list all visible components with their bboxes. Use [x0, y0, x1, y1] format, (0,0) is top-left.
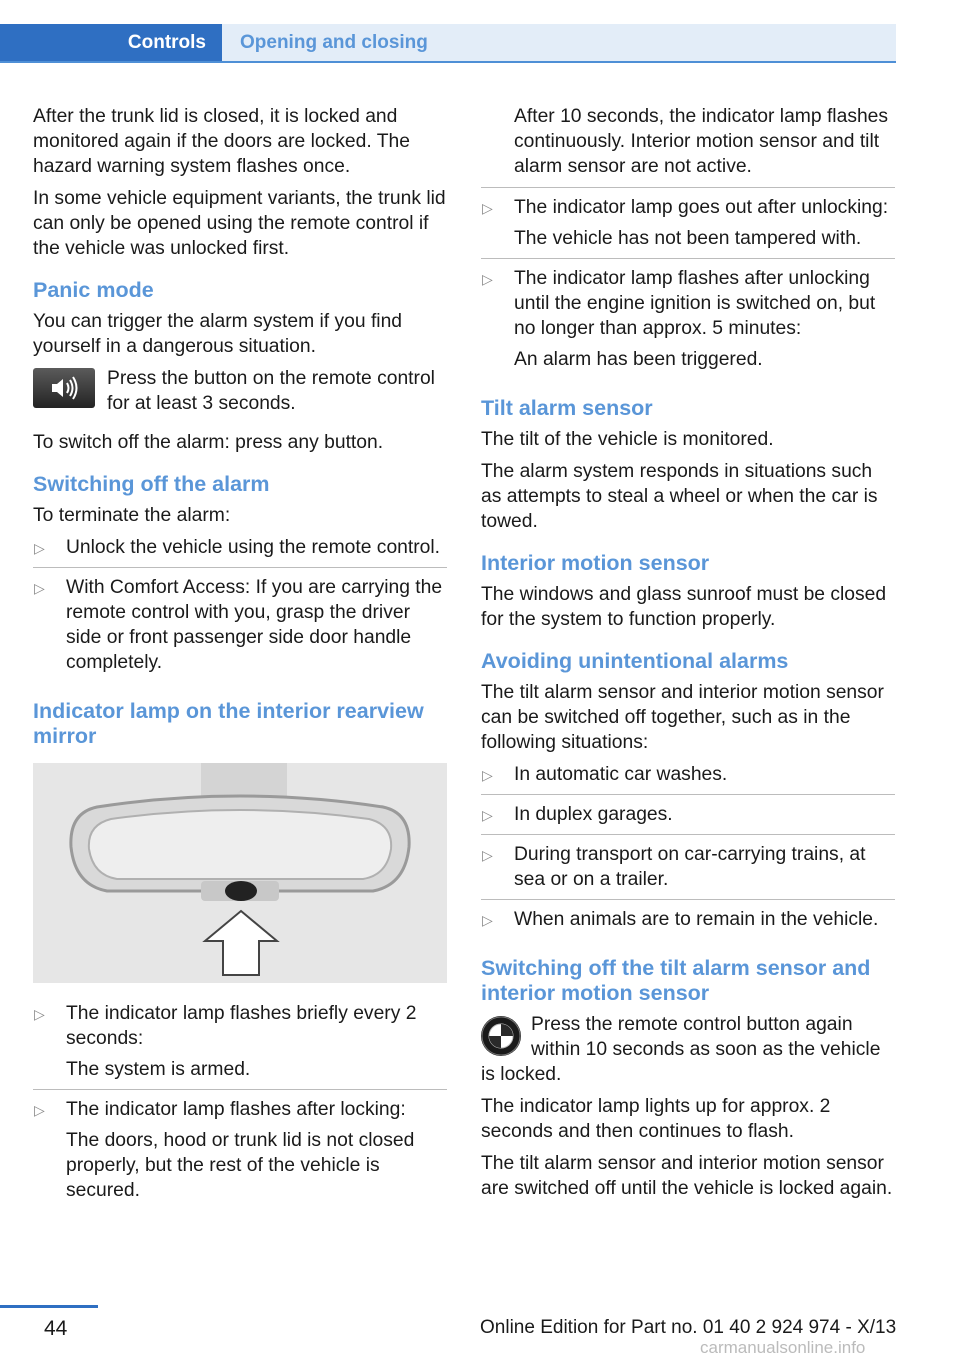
panic-mode-heading: Panic mode — [33, 278, 154, 302]
triangle-bullet-icon: ▷ — [34, 1102, 45, 1118]
list-item: ▷ Unlock the vehicle using the remote control. — [33, 535, 447, 568]
right-column — [481, 104, 895, 1208]
avoiding-alarms-list — [481, 762, 895, 939]
tilt-alarm-p2: The alarm system responds in situations such as attempts to steal a wheel or when the car is towed. — [481, 461, 878, 532]
triangle-bullet-icon: ▷ — [34, 540, 45, 556]
tab-opening-and-closing[interactable]: Opening and closing — [222, 24, 896, 62]
list-item: ▷ During transport on car-carrying trains, at sea or on a trailer. — [481, 842, 895, 900]
footer-divider — [0, 1305, 98, 1308]
header-divider — [0, 61, 896, 63]
avoiding-alarms-heading: Avoiding unintentional alarms — [481, 649, 789, 673]
panic-button-instruction — [33, 366, 447, 416]
list-item: ▷ The indicator lamp flashes after locking: The doors, hood or trunk lid is not closed properly, but the rest of the vehicle is secured. — [34, 1099, 415, 1201]
list-item: ▷ The indicator lamp goes out after unlocking: The vehicle has not been tampered with. — [481, 195, 895, 259]
rearview-mirror-image — [33, 763, 447, 983]
trunk-variant-paragraph: In some vehicle equipment variants, the trunk lid can only be opened using the remote control if the vehicle was unlocked first. — [33, 188, 446, 259]
bmw-button-text: Press the remote control button again within 10 seconds as soon as the vehicle is locked. — [481, 1014, 881, 1085]
tab-controls[interactable]: Controls — [0, 24, 222, 62]
triangle-bullet-icon: ▷ — [482, 847, 493, 863]
triangle-bullet-icon: ▷ — [34, 580, 45, 596]
triangle-bullet-icon: ▷ — [482, 271, 493, 287]
triangle-bullet-icon: ▷ — [482, 767, 493, 783]
indicator-lamp-heading: Indicator lamp on the interior rearview mirror — [33, 699, 424, 748]
switching-off-alarm-heading: Switching off the alarm — [33, 472, 270, 496]
panic-button-text: Press the button on the remote control for at least 3 seconds. — [107, 368, 435, 414]
switch-off-alarm-note: To switch off the alarm: press any button. — [33, 432, 384, 453]
triangle-bullet-icon: ▷ — [482, 200, 493, 216]
watermark: carmanualsonline.info — [700, 1338, 866, 1357]
list-item: ▷ The indicator lamp flashes briefly every 2 seconds: The system is armed. — [33, 1001, 447, 1090]
bmw-logo-icon — [481, 1016, 521, 1056]
indicator-lights-up-paragraph: The indicator lamp lights up for approx. 2 seconds and then continues to flash. — [481, 1096, 831, 1142]
triangle-bullet-icon: ▷ — [482, 807, 493, 823]
speaker-icon — [33, 368, 95, 408]
tilt-alarm-heading: Tilt alarm sensor — [481, 396, 653, 420]
list-item: ▷ The indicator lamp flashes after unlocking until the engine ignition is switched on, but no longer than approx. 5 minutes: An alarm has been triggered. — [482, 268, 876, 370]
page-header — [0, 24, 896, 62]
tilt-alarm-p1: The tilt of the vehicle is monitored. — [481, 429, 774, 450]
list-item: ▷ When animals are to remain in the vehicle. — [481, 907, 895, 939]
panic-mode-intro: You can trigger the alarm system if you find yourself in a dangerous situation. — [33, 311, 403, 357]
bmw-button-instruction — [481, 1012, 895, 1087]
list-item: ▷ With Comfort Access: If you are carrying the remote control with you, grasp the driver side or front passenger side door handle completely. — [34, 577, 443, 673]
terminate-alarm-list — [33, 535, 447, 682]
triangle-bullet-icon: ▷ — [34, 1006, 45, 1022]
list-item: ▷ In duplex garages. — [481, 802, 895, 835]
indicator-continuation: After 10 seconds, the indicator lamp flashes continuously. Interior motion sensor and tilt alarm sensor are not active. — [514, 106, 889, 177]
switching-off-tilt-heading: Switching off the tilt alarm sensor and interior motion sensor — [481, 956, 871, 1005]
avoiding-alarms-intro: The tilt alarm sensor and interior motion sensor can be switched off together, such as in the following situations: — [481, 682, 884, 753]
indicator-unlock-list — [481, 187, 895, 379]
trunk-locked-paragraph: After the trunk lid is closed, it is locked and monitored again if the doors are locked. The hazard warning system flashes once. — [33, 106, 410, 177]
sensors-switched-off-paragraph: The tilt alarm sensor and interior motion sensor are switched off until the vehicle is locked again. — [481, 1153, 893, 1199]
left-column — [33, 104, 447, 1217]
list-item: ▷ In automatic car washes. — [481, 762, 895, 795]
interior-motion-p1: The windows and glass sunroof must be closed for the system to function properly. — [481, 584, 887, 630]
terminate-alarm-intro: To terminate the alarm: — [33, 505, 231, 526]
page-number: 44 — [44, 1317, 68, 1340]
edition-text: Online Edition for Part no. 01 40 2 924 974 - X/13 — [480, 1317, 897, 1338]
triangle-bullet-icon: ▷ — [482, 912, 493, 928]
interior-motion-heading: Interior motion sensor — [481, 551, 710, 575]
indicator-lamp-list — [33, 1001, 447, 1210]
